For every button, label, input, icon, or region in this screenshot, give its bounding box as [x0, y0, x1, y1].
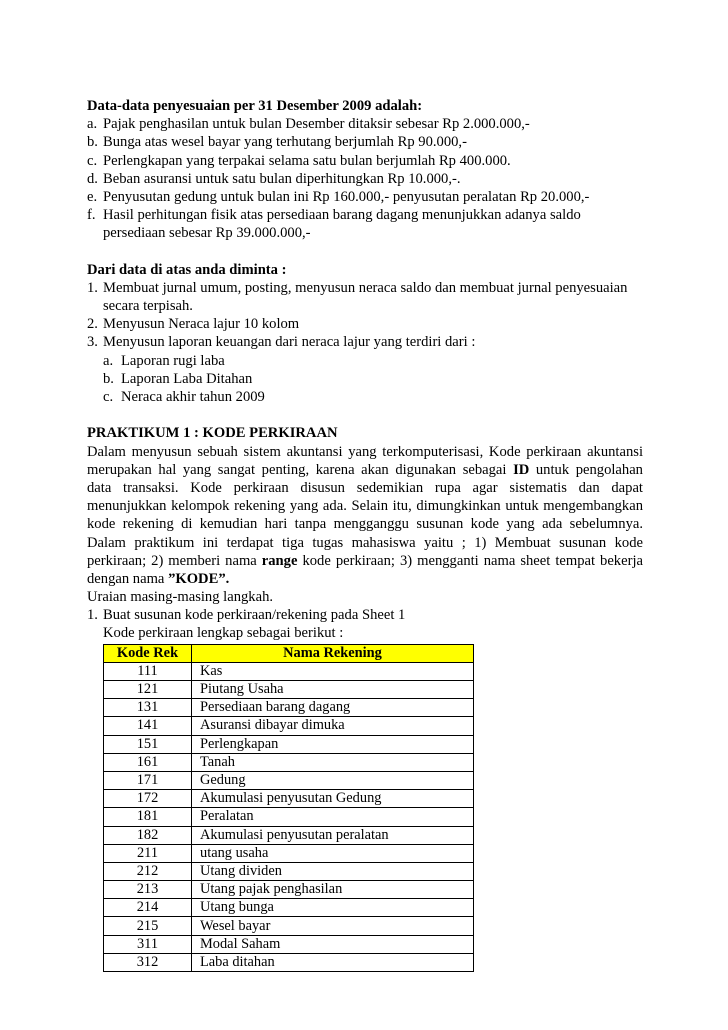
task-item-1-continuation: secara terpisah. [103, 298, 193, 315]
nama-rekening-cell: Utang dividen [192, 862, 474, 880]
list-item-text: Laporan Laba Ditahan [121, 370, 253, 387]
table-row [104, 753, 474, 771]
range-term: range [261, 552, 298, 569]
table-row [104, 735, 474, 753]
list-item-text: Laporan rugi laba [121, 352, 225, 369]
kode-rek-cell: 311 [104, 935, 192, 953]
step-item-1-text: Buat susunan kode perkiraan/rekening pada Sheet 1 [103, 607, 406, 624]
table-body [104, 662, 474, 971]
list-item-text: Penyusutan gedung untuk bulan ini Rp 160.000,- penyusutan peralatan Rp 20.000,- [103, 188, 590, 205]
table-row [104, 935, 474, 953]
task-sub-item [87, 370, 643, 388]
task-item-3-text: Menyusun laporan keuangan dari neraca lajur yang terdiri dari : [103, 334, 476, 351]
table-row [104, 917, 474, 935]
nama-rekening-cell: Utang bunga [192, 899, 474, 917]
task-item-1 [87, 279, 643, 297]
nama-rekening-cell: Perlengkapan [192, 735, 474, 753]
paragraph-line-6: Dalam praktikum ini terdapat tiga tugas mahasiswa yaitu ; 1) Membuat susunan kode [87, 534, 643, 551]
nama-rekening-cell: Piutang Usaha [192, 681, 474, 699]
list-item-text: Neraca akhir tahun 2009 [121, 389, 265, 405]
table-row [104, 899, 474, 917]
document-page [87, 97, 643, 972]
kode-rek-cell: 181 [104, 808, 192, 826]
id-term: ID [513, 461, 530, 478]
kode-rek-cell: 211 [104, 844, 192, 862]
list-item-text: Perlengkapan yang terpakai selama satu bulan berjumlah Rp 400.000. [103, 152, 511, 169]
list-item-text: Beban asuransi untuk satu bulan diperhitungkan Rp 10.000,-. [103, 170, 461, 187]
nama-rekening-cell: utang usaha [192, 844, 474, 862]
step-item-1-continuation: Kode perkiraan lengkap sebagai berikut : [103, 625, 344, 642]
task-sub-item [87, 388, 643, 406]
header-nama-rekening: Nama Rekening [192, 644, 474, 662]
adjustment-item [87, 206, 643, 224]
kode-rek-cell: 171 [104, 771, 192, 789]
nama-rekening-cell: Asuransi dibayar dimuka [192, 717, 474, 735]
task-sub-list [87, 352, 643, 407]
table-row [104, 862, 474, 880]
step-item-1-marker: 1. [87, 607, 98, 624]
paragraph-line-2-a: merupakan hal yang sangat penting, karena akan digunakan sebagai [87, 461, 507, 478]
list-item-text: Pajak penghasilan untuk bulan Desember ditaksir sebesar Rp 2.000.000,- [103, 116, 530, 133]
paragraph-line-3: data transaksi. Kode perkiraan disusun sedemikian rupa agar sistematis dan dapat [87, 479, 643, 496]
table-header-row [104, 644, 474, 662]
paragraph-line-7-a: perkiraan; 2) memberi nama [87, 552, 257, 569]
nama-rekening-cell: Peralatan [192, 808, 474, 826]
paragraph-line-2-c: untuk pengolahan [535, 461, 643, 478]
kode-rek-cell: 151 [104, 735, 192, 753]
list-marker: b. [87, 134, 98, 151]
nama-rekening-cell: Tanah [192, 753, 474, 771]
table-row [104, 881, 474, 899]
kode-rek-cell: 111 [104, 662, 192, 680]
table-row [104, 771, 474, 789]
header-kode-rek: Kode Rek [104, 644, 192, 662]
nama-rekening-cell: Laba ditahan [192, 953, 474, 971]
nama-rekening-cell: Akumulasi penyusutan Gedung [192, 790, 474, 808]
nama-rekening-cell: Persediaan barang dagang [192, 699, 474, 717]
list-marker: d. [87, 170, 98, 187]
nama-rekening-cell: Gedung [192, 771, 474, 789]
adjustment-item [87, 133, 643, 151]
tasks-heading: Dari data di atas anda diminta : [87, 261, 287, 278]
kode-rek-cell: 141 [104, 717, 192, 735]
paragraph-line-2 [87, 461, 643, 479]
task-item-2-marker: 2. [87, 316, 98, 333]
list-marker: a. [87, 116, 98, 133]
table-row [104, 662, 474, 680]
kode-rek-cell: 212 [104, 862, 192, 880]
paragraph-line-8 [87, 570, 643, 588]
task-item-3 [87, 333, 643, 351]
kode-rek-cell: 182 [104, 826, 192, 844]
adjustment-item-f-continuation: persediaan sebesar Rp 39.000.000,- [103, 225, 311, 242]
list-item-text: Hasil perhitungan fisik atas persediaan barang dagang menunjukkan adanya saldo [103, 207, 581, 224]
nama-rekening-cell: Akumulasi penyusutan peralatan [192, 826, 474, 844]
kode-rek-cell: 312 [104, 953, 192, 971]
task-item-2-text: Menyusun Neraca lajur 10 kolom [103, 316, 300, 333]
paragraph-line-1: Dalam menyusun sebuah sistem akuntansi yang terkomputerisasi, Kode perkiraan akuntansi [87, 443, 643, 460]
kode-rek-cell: 121 [104, 681, 192, 699]
table-row [104, 826, 474, 844]
nama-rekening-cell: Utang pajak penghasilan [192, 881, 474, 899]
nama-rekening-cell: Wesel bayar [192, 917, 474, 935]
table-row [104, 699, 474, 717]
list-item-text: Bunga atas wesel bayar yang terhutang berjumlah Rp 90.000,- [103, 134, 467, 151]
kode-rek-cell: 131 [104, 699, 192, 717]
task-item-2 [87, 315, 643, 333]
list-marker: c. [103, 389, 114, 405]
table-row [104, 790, 474, 808]
kode-term: ”KODE”. [168, 570, 230, 587]
task-item-3-marker: 3. [87, 334, 98, 351]
task-item-1-marker: 1. [87, 279, 98, 296]
kode-rek-cell: 161 [104, 753, 192, 771]
adjustment-item [87, 115, 643, 133]
steps-heading: Uraian masing-masing langkah. [87, 589, 274, 606]
table-row [104, 681, 474, 699]
adjustment-item [87, 188, 643, 206]
table-row [104, 844, 474, 862]
adjustment-item [87, 152, 643, 170]
nama-rekening-cell: Kas [192, 662, 474, 680]
paragraph-line-4: menunjukkan kelompok rekening yang ada. Selain itu, dimungkinkan untuk mengembangkan [87, 498, 643, 515]
list-marker: c. [87, 152, 98, 169]
paragraph-line-7 [87, 552, 643, 570]
paragraph-line-7-c: kode perkiraan; 3) mengganti nama sheet tempat bekerja [302, 552, 643, 569]
list-marker: b. [103, 370, 114, 387]
nama-rekening-cell: Modal Saham [192, 935, 474, 953]
table-row [104, 717, 474, 735]
paragraph-line-8-a: dengan nama [87, 570, 165, 587]
task-item-1-text: Membuat jurnal umum, posting, menyusun neraca saldo dan membuat jurnal penyesuaian [103, 279, 628, 296]
table-row [104, 953, 474, 971]
step-item-1 [87, 606, 643, 624]
account-code-table [103, 644, 474, 972]
list-marker: a. [103, 352, 114, 369]
table-row [104, 808, 474, 826]
praktikum-heading: PRAKTIKUM 1 : KODE PERKIRAAN [87, 425, 338, 442]
list-marker: f. [87, 207, 96, 224]
kode-rek-cell: 215 [104, 917, 192, 935]
list-marker: e. [87, 188, 98, 205]
task-sub-item [87, 352, 643, 370]
paragraph-line-5: kode rekening di kemudian hari tanpa mengganggu susunan kode yang ada sebelumnya. [87, 516, 643, 533]
adjustment-list [87, 115, 643, 224]
kode-rek-cell: 214 [104, 899, 192, 917]
kode-rek-cell: 172 [104, 790, 192, 808]
adjustment-heading: Data-data penyesuaian per 31 Desember 2009 adalah: [87, 98, 423, 114]
kode-rek-cell: 213 [104, 881, 192, 899]
adjustment-item [87, 170, 643, 188]
